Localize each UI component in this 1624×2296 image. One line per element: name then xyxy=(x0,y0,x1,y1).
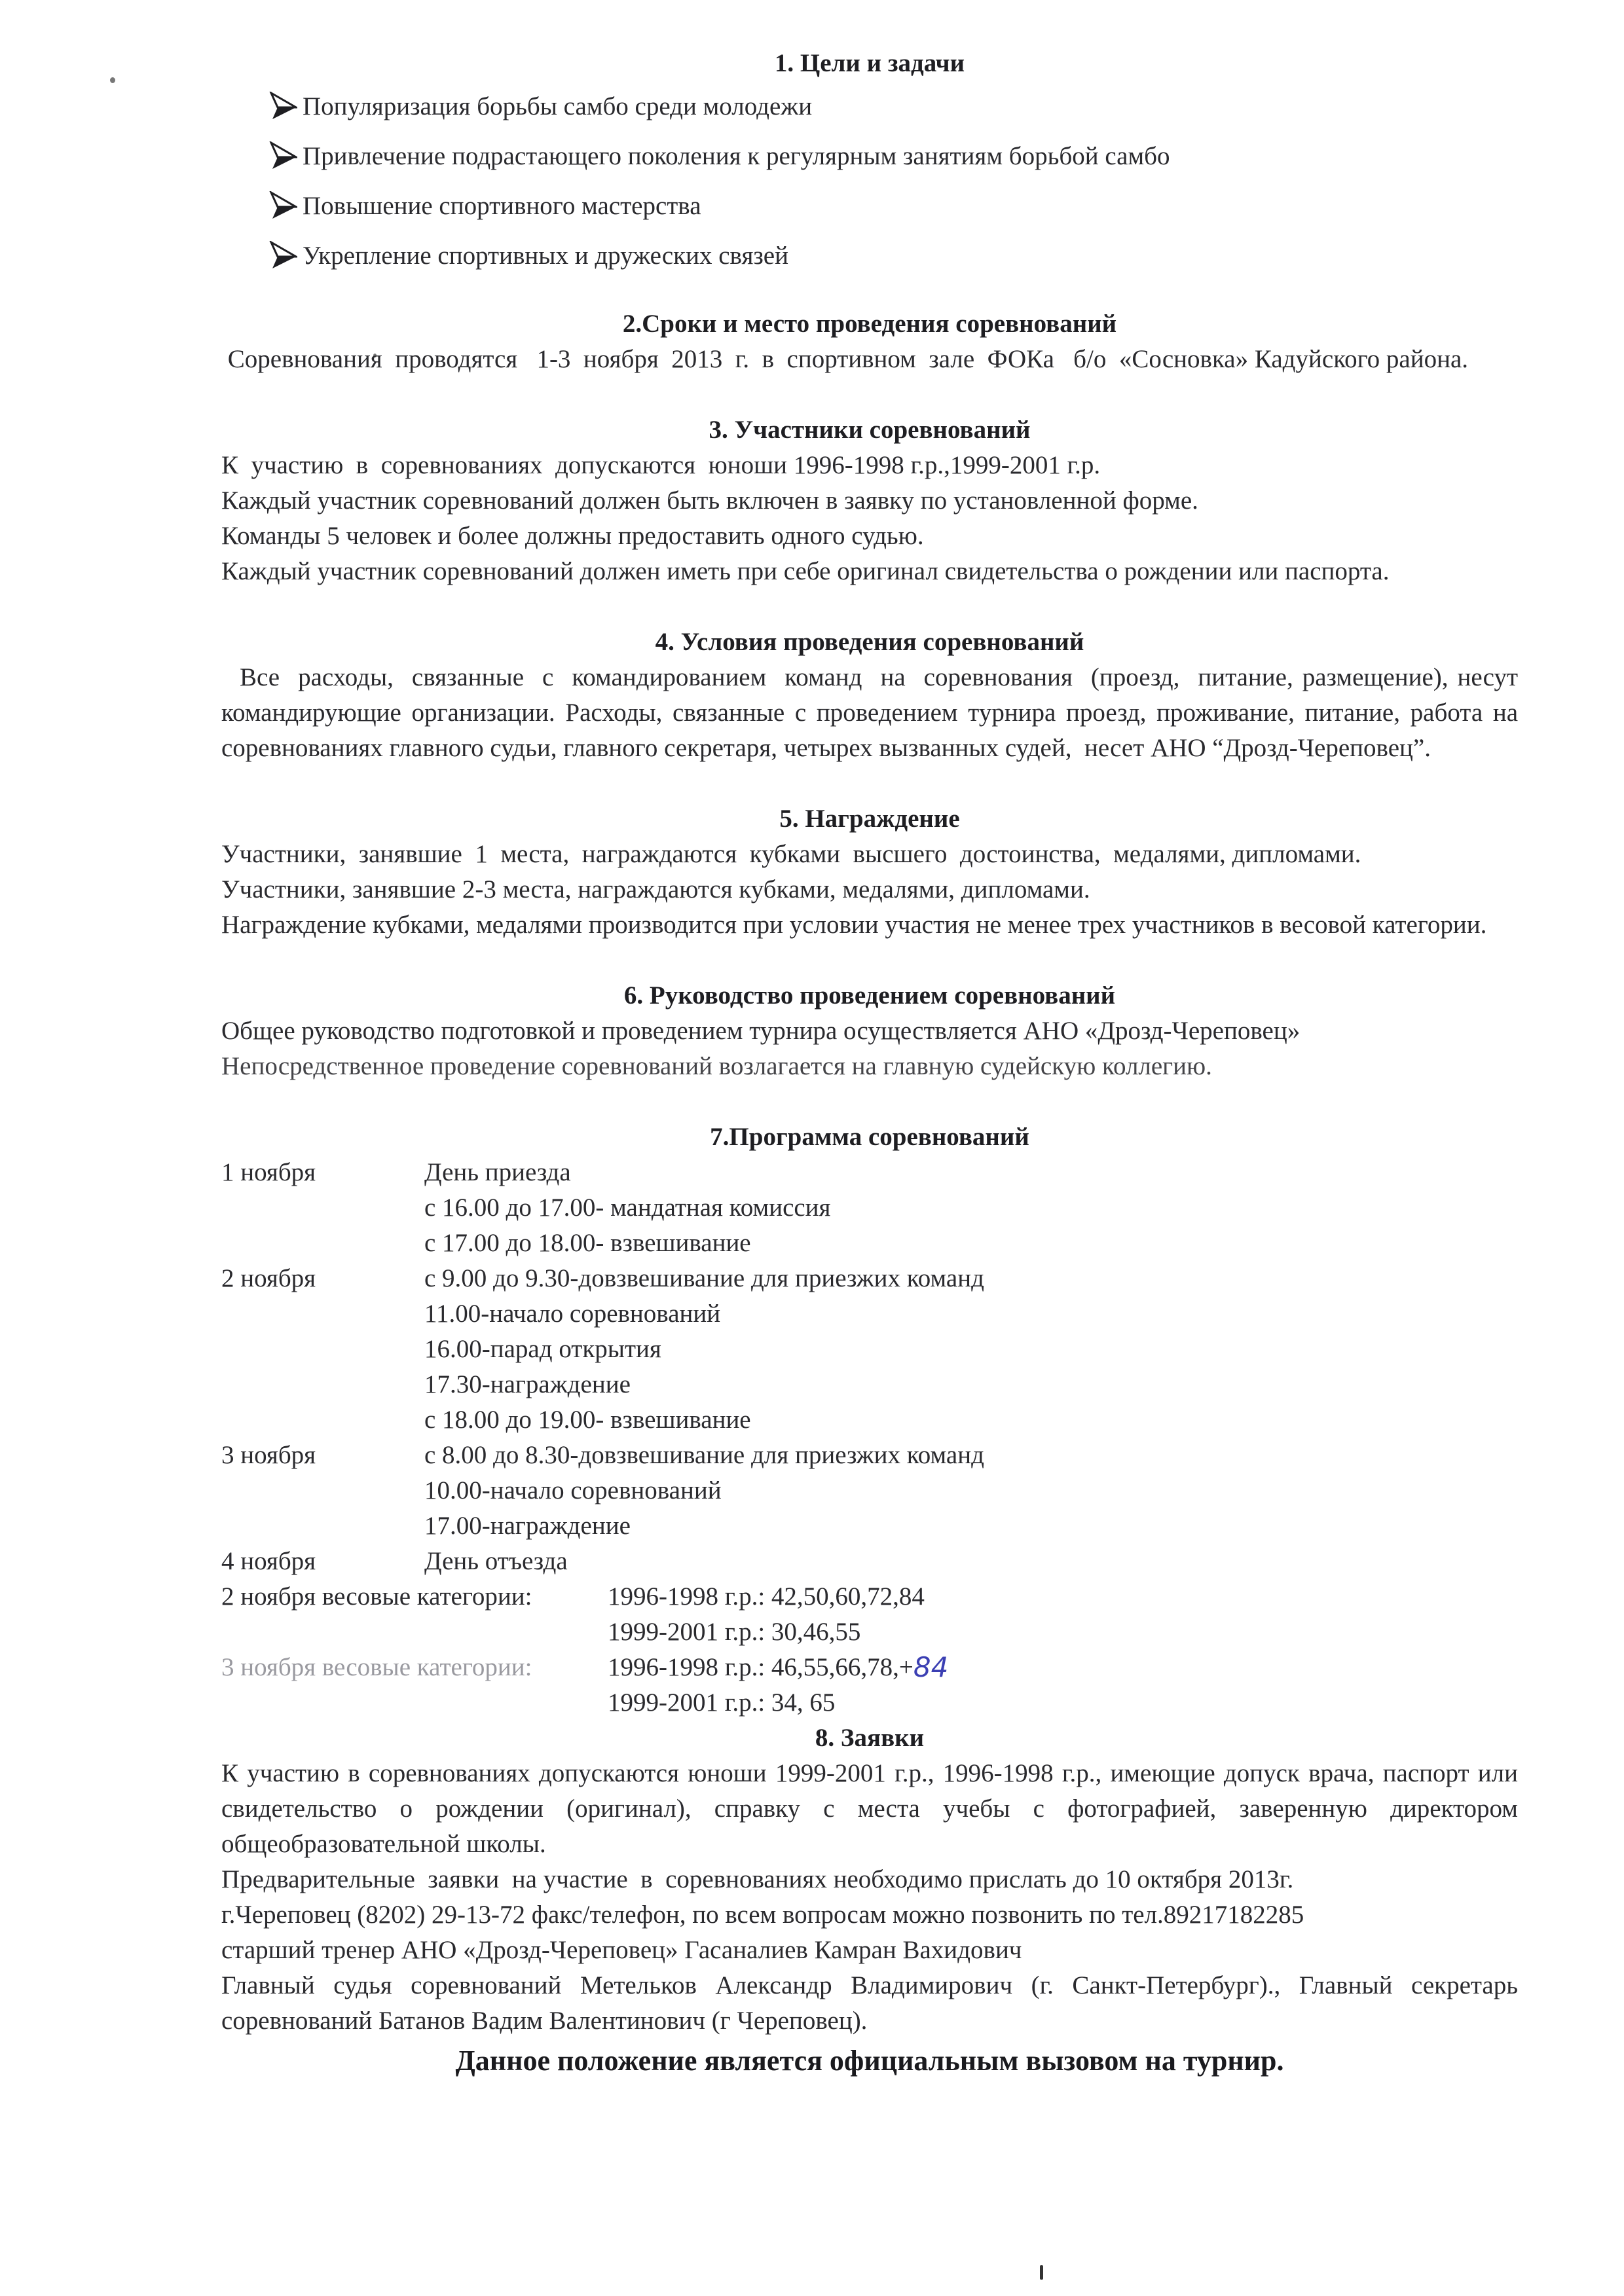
schedule-date xyxy=(221,1402,424,1438)
goals-list xyxy=(268,81,1518,280)
schedule-date: 2 ноября xyxy=(221,1264,316,1292)
schedule-row xyxy=(221,1367,1518,1402)
goal-text: Привлечение подрастающего поколения к регулярным занятиям борьбой самбо xyxy=(303,141,1170,170)
schedule-text: с 8.00 до 8.30-довзвешивание для приезжих команд xyxy=(424,1441,984,1469)
paragraph: старший тренер АНО «Дрозд-Череповец» Гасаналиев Камран Вахидович xyxy=(221,1936,1022,1964)
section-goals xyxy=(221,46,1518,280)
paragraph: Участники, занявшие 1 места, награждаются кубками высшего достоинства, медалями, дипломами. xyxy=(221,840,1361,868)
schedule-text: 17.00-награждение xyxy=(424,1512,631,1540)
spacer xyxy=(221,280,1518,306)
paragraph: г.Череповец (8202) 29-13-72 факс/телефон, по всем вопросам можно позвонить по тел.89217182285 xyxy=(221,1901,1304,1929)
spacer xyxy=(221,589,1518,625)
weight-day-label: 3 ноября весовые категории: xyxy=(221,1653,532,1681)
schedule-date xyxy=(221,1190,424,1226)
schedule-date xyxy=(221,1296,424,1332)
weight-values: 1999-2001 г.р.: 34, 65 xyxy=(608,1688,836,1717)
schedule-date xyxy=(221,1332,424,1367)
scan-speck xyxy=(1040,2265,1043,2280)
paragraph: Общее руководство подготовкой и проведением турнира осуществляется АНО «Дрозд-Череповец» xyxy=(221,1017,1301,1045)
section-management xyxy=(221,978,1518,1084)
schedule-row xyxy=(221,1402,1518,1438)
arrow-bullet-icon xyxy=(268,241,297,270)
schedule-row xyxy=(221,1544,1518,1579)
schedule-row xyxy=(221,1261,1518,1296)
schedule-text: День приезда xyxy=(424,1158,571,1186)
paragraph: Соревнования проводятся 1-3 ноября 2013 г. в спортивном зале ФОКа б/о «Сосновка» Кадуйского района. xyxy=(221,345,1469,373)
section-title: 2.Сроки и место проведения соревнований xyxy=(622,310,1117,338)
paragraph: К участию в соревнованиях допускаются юноши 1996-1998 г.р.,1999-2001 г.р. xyxy=(221,451,1101,479)
schedule-row xyxy=(221,1332,1518,1367)
schedule-date: 3 ноября xyxy=(221,1441,316,1469)
section-title: 1. Цели и задачи xyxy=(774,49,965,77)
weight-day-label xyxy=(221,1685,608,1721)
goal-text: Укрепление спортивных и дружеских связей xyxy=(303,241,788,270)
spacer xyxy=(221,377,1518,412)
list-item xyxy=(268,131,1518,181)
schedule-date xyxy=(221,1226,424,1261)
paragraph: Непосредственное проведение соревнований возлагается на главную судейскую коллегию. xyxy=(221,1052,1212,1080)
closing-statement: Данное положение является официальным вызовом на турнир. xyxy=(455,2045,1284,2077)
section-title: 3. Участники соревнований xyxy=(709,416,1031,444)
schedule-row xyxy=(221,1190,1518,1226)
goal-text: Повышение спортивного мастерства xyxy=(303,191,701,220)
weight-values: 1996-1998 г.р.: 46,55,66,78,+ xyxy=(608,1653,913,1681)
paragraph: Предварительные заявки на участие в соревнованиях необходимо прислать до 10 октября 2013г. xyxy=(221,1865,1294,1893)
schedule-date xyxy=(221,1367,424,1402)
schedule-row xyxy=(221,1473,1518,1508)
section-applications xyxy=(221,1721,1518,2039)
schedule-text: с 17.00 до 18.00- взвешивание xyxy=(424,1229,751,1257)
section-title: 8. Заявки xyxy=(815,1724,925,1752)
schedule-text: 17.30-награждение xyxy=(424,1370,631,1398)
weight-day-label: 2 ноября весовые категории: xyxy=(221,1582,532,1611)
section-participants xyxy=(221,412,1518,589)
schedule-text: с 9.00 до 9.30-довзвешивание для приезжих команд xyxy=(424,1264,984,1292)
paragraph: К участию в соревнованиях допускаются юноши 1999-2001 г.р., 1996-1998 г.р., имеющие допуск врача, паспорт или свидетельство о рождении (оригинал), справку с места учебы с фотографией, заверенную директором общеобразовательной школы. xyxy=(221,1759,1518,1858)
section-awards xyxy=(221,801,1518,943)
paragraph: Команды 5 человек и более должны предоставить одного судью. xyxy=(221,522,924,550)
schedule-text: с 16.00 до 17.00- мандатная комиссия xyxy=(424,1194,831,1222)
schedule-row xyxy=(221,1508,1518,1544)
schedule xyxy=(221,1155,1518,1579)
section-title: 4. Условия проведения соревнований xyxy=(655,628,1084,656)
scan-speck xyxy=(110,77,115,83)
schedule-row xyxy=(221,1296,1518,1332)
schedule-date xyxy=(221,1473,424,1508)
goal-text: Популяризация борьбы самбо среди молодежи xyxy=(303,92,813,120)
schedule-row xyxy=(221,1226,1518,1261)
schedule-text: с 18.00 до 19.00- взвешивание xyxy=(424,1406,751,1434)
paragraph: Главный судья соревнований Метельков Александр Владимирович (г. Санкт-Петербург)., Главный секретарь соревнований Батанов Вадим Валентинович (г Череповец). xyxy=(221,1971,1518,2035)
handwritten-note: 84 xyxy=(913,1651,949,1683)
schedule-date: 1 ноября xyxy=(221,1158,316,1186)
schedule-text: 11.00-начало соревнований xyxy=(424,1300,721,1328)
section-title: 6. Руководство проведением соревнований xyxy=(623,981,1116,1010)
weight-categories xyxy=(221,1579,1518,1721)
arrow-bullet-icon xyxy=(268,92,297,120)
spacer xyxy=(221,766,1518,801)
paragraph: Каждый участник соревнований должен иметь при себе оригинал свидетельства о рождении или паспорта. xyxy=(221,557,1390,585)
arrow-bullet-icon xyxy=(268,141,297,170)
paragraph: Награждение кубками, медалями производится при условии участия не менее трех участников в весовой категории. xyxy=(221,911,1487,939)
weight-row xyxy=(221,1579,1518,1614)
section-title: 7.Программа соревнований xyxy=(710,1123,1029,1151)
paragraph: Каждый участник соревнований должен быть включен в заявку по установленной форме. xyxy=(221,486,1198,515)
weight-values: 1999-2001 г.р.: 30,46,55 xyxy=(608,1618,861,1646)
list-item xyxy=(268,230,1518,280)
weight-row xyxy=(221,1614,1518,1650)
spacer xyxy=(221,943,1518,978)
list-item xyxy=(268,81,1518,131)
schedule-date xyxy=(221,1508,424,1544)
arrow-bullet-icon xyxy=(268,191,297,220)
weight-values: 1996-1998 г.р.: 42,50,60,72,84 xyxy=(608,1582,925,1611)
section-conditions xyxy=(221,625,1524,766)
section-title: 5. Награждение xyxy=(779,805,960,833)
paragraph: Все расходы, связанные с командированием команд на соревнования (проезд, питание, размещение), несут командирующие организации. Расходы, связанные с проведением турнира проезд, проживание, питание, работа на соревнованиях главного судьи, главного секретаря, четырех вызванных судей, несет АНО “Дрозд-Череповец”. xyxy=(221,663,1524,762)
spacer xyxy=(221,1084,1518,1120)
weight-row xyxy=(221,1650,1518,1685)
paragraph: Участники, занявшие 2-3 места, награждаются кубками, медалями, дипломами. xyxy=(221,875,1090,903)
section-dates-venue xyxy=(221,306,1518,377)
schedule-date: 4 ноября xyxy=(221,1547,316,1575)
list-item xyxy=(268,181,1518,230)
weight-day-label xyxy=(221,1614,608,1650)
schedule-row xyxy=(221,1155,1518,1190)
schedule-text: День отъезда xyxy=(424,1547,568,1575)
section-program xyxy=(221,1120,1518,1721)
weight-row xyxy=(221,1685,1518,1721)
document-page xyxy=(221,46,1524,2081)
schedule-text: 10.00-начало соревнований xyxy=(424,1476,722,1504)
schedule-row xyxy=(221,1438,1518,1473)
schedule-text: 16.00-парад открытия xyxy=(424,1335,661,1363)
